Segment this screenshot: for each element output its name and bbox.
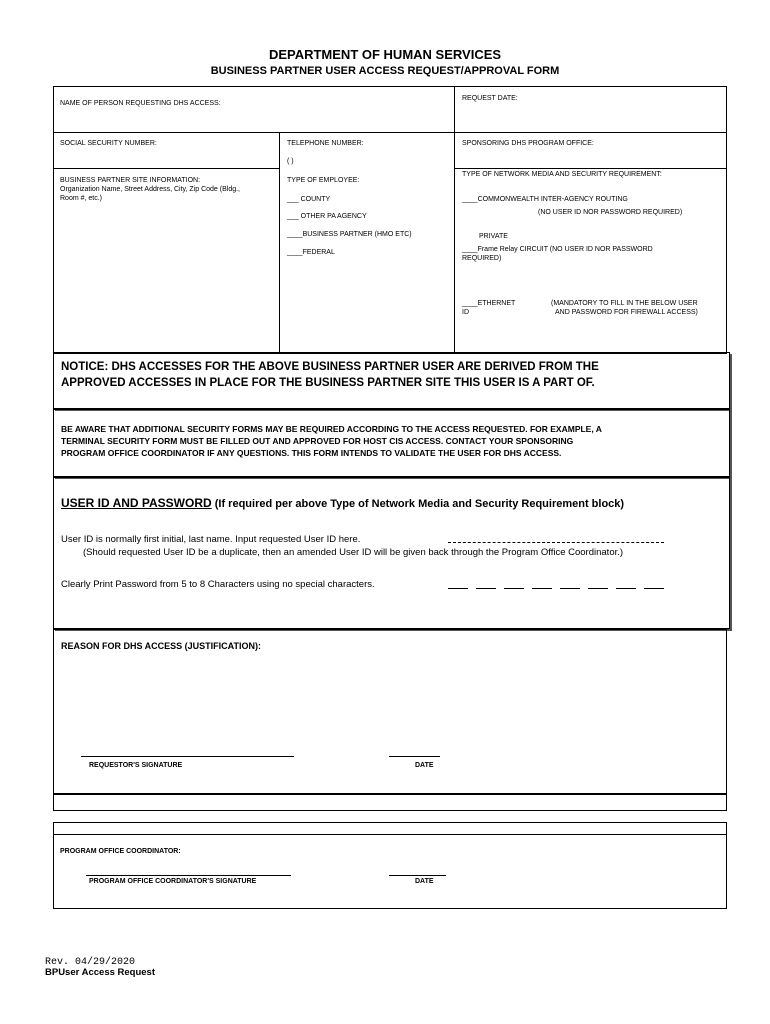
employee-type-business-partner[interactable]: ____BUSINESS PARTNER (HMO ETC) (287, 231, 412, 238)
divider (53, 132, 727, 133)
request-date-label: REQUEST DATE: (462, 95, 518, 102)
network-ethernet-id: ID (462, 309, 469, 316)
network-ethernet-note: AND PASSWORD FOR FIREWALL ACCESS) (555, 309, 698, 316)
employee-type-county[interactable]: ___ COUNTY (287, 196, 331, 203)
notice-text: NOTICE: DHS ACCESSES FOR THE ABOVE BUSINESS PARTNER USER ARE DERIVED FROM THE (61, 361, 599, 373)
requestor-date-line[interactable] (389, 756, 440, 757)
telephone-label: TELEPHONE NUMBER: (287, 140, 364, 147)
network-frame-relay[interactable]: ____Frame Relay CIRCUIT (NO USER ID NOR PASSWORD (462, 246, 653, 253)
form-name: BPUser Access Request (45, 967, 156, 978)
network-frame-relay-note: REQUIRED) (462, 255, 502, 262)
requestor-signature-line[interactable] (81, 756, 294, 757)
user-id-heading: USER ID AND PASSWORD (61, 496, 212, 510)
employee-type-other-pa[interactable]: ___ OTHER PA AGENCY (287, 213, 367, 220)
employee-type-label: TYPE OF EMPLOYEE: (287, 177, 360, 184)
sponsoring-office-label: SPONSORING DHS PROGRAM OFFICE: (462, 140, 594, 147)
employee-type-federal[interactable]: ____FEDERAL (287, 249, 335, 256)
coordinator-signature-label: PROGRAM OFFICE COORDINATOR'S SIGNATURE (89, 878, 257, 885)
divider (454, 168, 727, 169)
password-input-blanks[interactable] (448, 588, 668, 590)
user-id-heading-row (61, 496, 624, 510)
network-ethernet-note: (MANDATORY TO FILL IN THE BELOW USER (551, 300, 698, 307)
user-id-heading-note: (If required per above Type of Network Media and Security Requirement block) (211, 498, 625, 510)
notice-text: APPROVED ACCESSES IN PLACE FOR THE BUSINESS PARTNER SITE THIS USER IS A PART OF. (61, 377, 595, 389)
password-instruction: Clearly Print Password from 5 to 8 Characters using no special characters. (61, 579, 375, 590)
user-id-instruction: User ID is normally first initial, last name. Input requested User ID here. (61, 534, 361, 545)
divider (279, 132, 280, 354)
network-type-label: TYPE OF NETWORK MEDIA AND SECURITY REQUIREMENT: (462, 171, 662, 178)
site-info-label: BUSINESS PARTNER SITE INFORMATION: (60, 177, 201, 184)
network-ethernet[interactable]: ____ETHERNET (462, 300, 516, 307)
divider (53, 168, 279, 169)
divider (454, 86, 455, 354)
network-commonwealth-note: (NO USER ID NOR PASSWORD REQUIRED) (538, 209, 683, 216)
name-field-label: NAME OF PERSON REQUESTING DHS ACCESS: (60, 100, 221, 107)
page-title: DEPARTMENT OF HUMAN SERVICES (268, 47, 502, 62)
reason-label: REASON FOR DHS ACCESS (JUSTIFICATION): (61, 641, 262, 651)
revision-date: Rev. 04/29/2020 (45, 957, 136, 968)
requestor-date-label: DATE (415, 762, 434, 769)
reason-box (53, 629, 727, 794)
ssn-label: SOCIAL SECURITY NUMBER: (60, 140, 157, 147)
network-private-label: PRIVATE (479, 233, 508, 240)
blank-row (53, 794, 727, 811)
site-info-hint: Organization Name, Street Address, City, Zip Code (Bldg., (60, 186, 241, 193)
coordinator-date-line[interactable] (389, 875, 446, 876)
coordinator-signature-line[interactable] (86, 875, 291, 876)
divider (53, 834, 727, 835)
user-id-input-line[interactable] (448, 542, 664, 543)
requestor-signature-label: REQUESTOR'S SIGNATURE (89, 762, 183, 769)
network-commonwealth[interactable]: ____COMMONWEALTH INTER-AGENCY ROUTING (462, 196, 628, 203)
page-subtitle: BUSINESS PARTNER USER ACCESS REQUEST/APPROVAL FORM (210, 65, 560, 77)
aware-text: PROGRAM OFFICE COORDINATOR IF ANY QUESTIONS. THIS FORM INTENDS TO VALIDATE THE USER FOR DHS ACCESS. (61, 448, 562, 458)
coordinator-date-label: DATE (415, 878, 434, 885)
site-info-hint: Room #, etc.) (60, 195, 103, 202)
aware-text: TERMINAL SECURITY FORM MUST BE FILLED OUT AND APPROVED FOR HOST CIS ACCESS. CONTACT YOUR SPONSORING (61, 436, 574, 446)
aware-text: BE AWARE THAT ADDITIONAL SECURITY FORMS MAY BE REQUIRED ACCORDING TO THE ACCESS REQUESTED. FOR EXAMPLE, A (61, 424, 602, 434)
user-id-duplicate-note: (Should requested User ID be a duplicate, then an amended User ID will be given back through the Program Office Coordinator.) (83, 547, 624, 558)
coordinator-box (53, 822, 727, 909)
coordinator-label: PROGRAM OFFICE COORDINATOR: (60, 848, 181, 855)
telephone-parens: ( ) (287, 158, 294, 165)
